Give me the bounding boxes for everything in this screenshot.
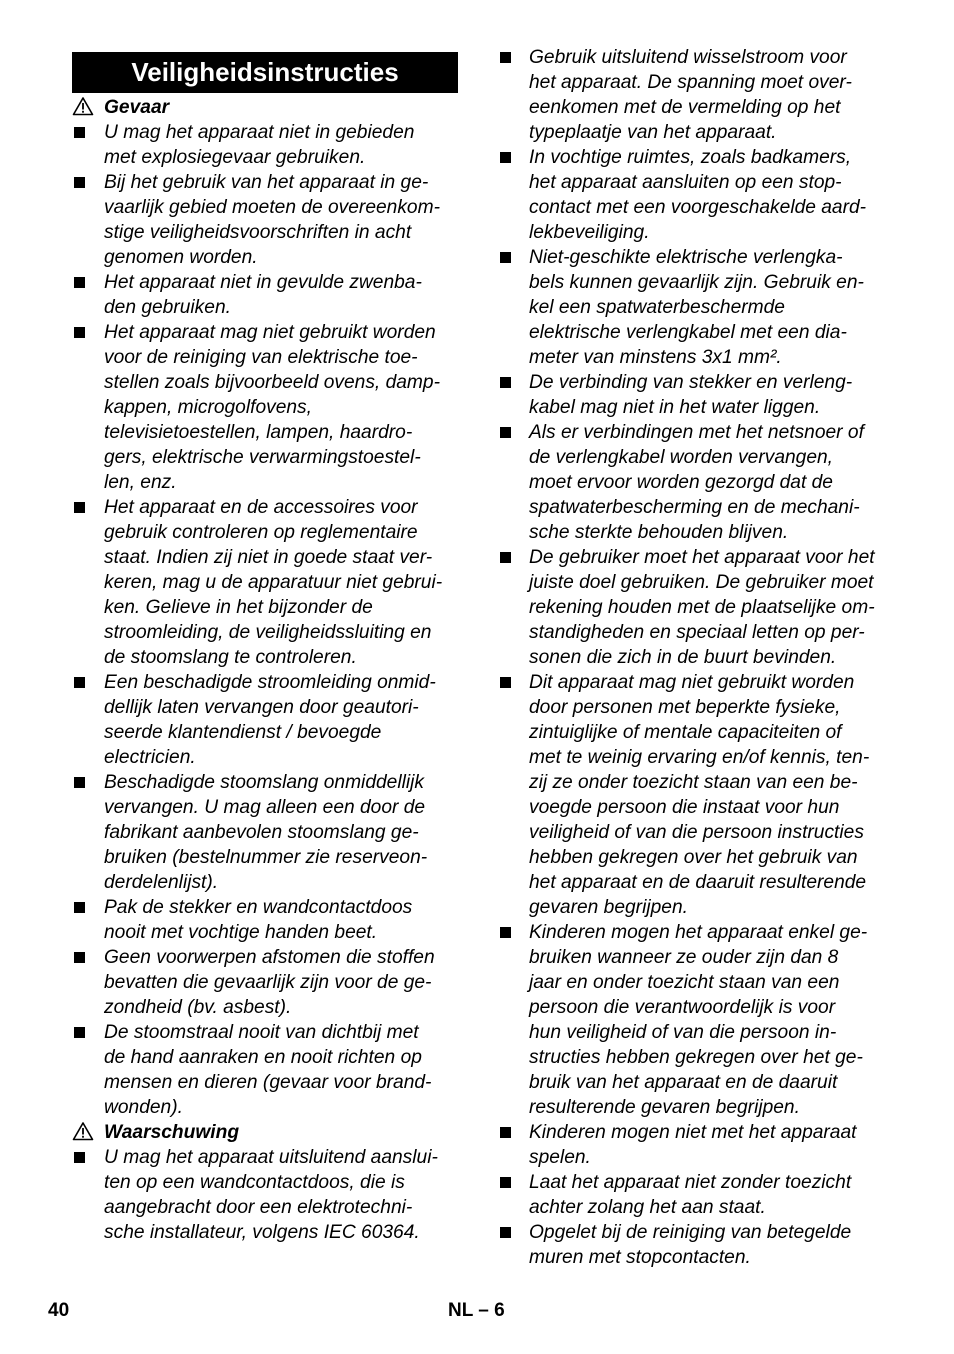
right-item-line: door personen met beperkte fysieke, (529, 697, 841, 718)
danger-item-line: seerde klantendienst / bevoegde (104, 722, 382, 743)
danger-bullet (74, 127, 85, 138)
right-bullet (500, 552, 511, 563)
right-bullet (500, 927, 511, 938)
danger-item-line: Pak de stekker en wandcontactdoos (104, 897, 413, 918)
right-item-line: meter van minstens 3x1 mm². (529, 347, 782, 368)
danger-item-line: Het apparaat niet in gevulde zwenba- (104, 272, 422, 293)
warning-triangle-icon (72, 1121, 94, 1141)
right-item-line: Kinderen mogen niet met het apparaat (529, 1122, 857, 1143)
danger-item-line: dellijk laten vervangen door geautori- (104, 697, 419, 718)
right-item-line: persoon die verantwoordelijk is voor (529, 997, 836, 1018)
page-number: 40 (48, 1300, 70, 1321)
danger-item-line: televisietoestellen, lampen, haardro- (104, 422, 413, 443)
danger-item-line: de hand aanraken en nooit richten op (104, 1047, 422, 1068)
right-bullet (500, 252, 511, 263)
danger-item-line: ken. Gelieve in het bijzonder de (104, 597, 373, 618)
danger-item-line: vaarlijk gebied moeten de overeenkom- (104, 197, 440, 218)
danger-item-line: kappen, microgolfovens, (104, 397, 312, 418)
right-bullet (500, 1227, 511, 1238)
danger-item-line: de stoomslang te controleren. (104, 647, 357, 668)
warning-label: Waarschuwing (104, 1122, 240, 1143)
danger-item-line: Het apparaat en de accessoires voor (104, 497, 418, 518)
right-item-line: Opgelet bij de reiniging van betegelde (529, 1222, 852, 1243)
warning-item-line: ten op een wandcontactdoos, die is (104, 1172, 405, 1193)
danger-label: Gevaar (104, 97, 170, 118)
danger-item-line: Het apparaat mag niet gebruikt worden (104, 322, 436, 343)
danger-item-line: electricien. (104, 747, 196, 768)
right-item-line: met te weinig ervaring en/of kennis, ten- (529, 747, 870, 768)
right-item-line: Kinderen mogen het apparaat enkel ge- (529, 922, 868, 943)
warning-item-line: sche installateur, volgens IEC 60364. (104, 1222, 420, 1243)
danger-item-line: derdelenlijst). (104, 872, 219, 893)
right-item-line: bruik van het apparaat en de daaruit (529, 1072, 838, 1093)
right-item-line: voegde persoon die instaat voor hun (529, 797, 840, 818)
danger-item-line: Beschadigde stoomslang onmiddellijk (104, 772, 424, 793)
right-item-line: zintuiglijke of mentale capaciteiten of (529, 722, 842, 743)
danger-bullet (74, 902, 85, 913)
right-item-line: bruiken wanneer ze ouder zijn dan 8 (529, 947, 839, 968)
right-bullet (500, 152, 511, 163)
right-item-line: kabel mag niet in het water liggen. (529, 397, 821, 418)
right-item-line: muren met stopcontacten. (529, 1247, 751, 1268)
right-item-line: moet ervoor worden gezorgd dat de (529, 472, 833, 493)
danger-bullet (74, 502, 85, 513)
danger-item-line: nooit met vochtige handen beet. (104, 922, 378, 943)
right-item-line: contact met een voorgeschakelde aard- (529, 197, 867, 218)
right-item-line: jaar en onder toezicht staan van een (529, 972, 840, 993)
right-item-line: achter zolang het aan staat. (529, 1197, 766, 1218)
danger-item-line: bevatten die gevaarlijk zijn voor de ge- (104, 972, 432, 993)
right-bullet (500, 377, 511, 388)
right-item-line: Als er verbindingen met het netsnoer of (529, 422, 864, 443)
right-item-line: resulterende gevaren begrijpen. (529, 1097, 800, 1118)
right-item-line: hebben gekregen over het gebruik van (529, 847, 858, 868)
right-item-line: Laat het apparaat niet zonder toezicht (529, 1172, 852, 1193)
right-item-line: spelen. (529, 1147, 591, 1168)
right-item-line: het apparaat. De spanning moet over- (529, 72, 852, 93)
danger-item-line: len, enz. (104, 472, 177, 493)
danger-item-line: genomen worden. (104, 247, 258, 268)
section-heading: Veiligheidsinstructies (72, 52, 458, 93)
danger-item-line: stige veiligheidsvoorschriften in acht (104, 222, 412, 243)
danger-item-line: gebruik controleren op reglementaire (104, 522, 418, 543)
right-item-line: spatwaterbescherming en de mechani- (529, 497, 860, 518)
danger-item-line: voor de reiniging van elektrische toe- (104, 347, 418, 368)
danger-item-line: mensen en dieren (gevaar voor brand- (104, 1072, 432, 1093)
right-item-line: Dit apparaat mag niet gebruikt worden (529, 672, 855, 693)
right-item-line: kel een spatwaterbeschermde (529, 297, 785, 318)
danger-item-line: Geen voorwerpen afstomen die stoffen (104, 947, 435, 968)
right-bullet (500, 1127, 511, 1138)
right-bullet (500, 52, 511, 63)
warning-item-line: U mag het apparaat uitsluitend aanslui- (104, 1147, 438, 1168)
right-bullet (500, 427, 511, 438)
danger-bullet (74, 327, 85, 338)
danger-bullet (74, 277, 85, 288)
right-item-line: bels kunnen gevaarlijk zijn. Gebruik en- (529, 272, 864, 293)
danger-item-line: met explosiegevaar gebruiken. (104, 147, 366, 168)
right-bullet (500, 677, 511, 688)
danger-item-line: U mag het apparaat niet in gebieden (104, 122, 415, 143)
right-item-line: zij ze onder toezicht staan van een be- (529, 772, 858, 793)
right-item-line: lekbeveiliging. (529, 222, 650, 243)
right-item-line: sonen die zich in de buurt bevinden. (529, 647, 837, 668)
warning-item-line: aangebracht door een elektrotechni- (104, 1197, 413, 1218)
right-item-line: hun veiligheid of van die persoon in- (529, 1022, 837, 1043)
right-item-line: Gebruik uitsluitend wisselstroom voor (529, 47, 847, 68)
danger-item-line: Een beschadigde stroomleiding onmid- (104, 672, 436, 693)
danger-item-line: staat. Indien zij niet in goede staat ver- (104, 547, 433, 568)
warning-triangle-icon (72, 96, 94, 116)
danger-item-line: fabrikant aanbevolen stoomslang ge- (104, 822, 419, 843)
right-item-line: Niet-geschikte elektrische verlengka- (529, 247, 843, 268)
danger-item-line: stroomleiding, de veiligheidssluiting en (104, 622, 432, 643)
danger-item-line: stellen zoals bijvoorbeeld ovens, damp- (104, 372, 440, 393)
right-item-line: rekening houden met de plaatselijke om- (529, 597, 875, 618)
danger-item-line: wonden). (104, 1097, 183, 1118)
warning-bullet (74, 1152, 85, 1163)
right-item-line: standigheden en speciaal letten op per- (529, 622, 865, 643)
danger-item-line: zondheid (bv. asbest). (104, 997, 292, 1018)
right-item-line: De gebruiker moet het apparaat voor het (529, 547, 875, 568)
right-item-line: De verbinding van stekker en verleng- (529, 372, 853, 393)
right-bullet (500, 1177, 511, 1188)
right-item-line: typeplaatje van het apparaat. (529, 122, 777, 143)
danger-item-line: De stoomstraal nooit van dichtbij met (104, 1022, 419, 1043)
danger-item-line: keren, mag u de apparatuur niet gebrui- (104, 572, 443, 593)
danger-item-line: vervangen. U mag alleen een door de (104, 797, 426, 818)
danger-bullet (74, 952, 85, 963)
right-item-line: gevaren begrijpen. (529, 897, 688, 918)
right-item-line: veiligheid of van die persoon instructies (529, 822, 864, 843)
right-item-line: structies hebben gekregen over het ge- (529, 1047, 863, 1068)
danger-bullet (74, 1027, 85, 1038)
section-label: NL – 6 (448, 1300, 505, 1321)
right-item-line: de verlengkabel worden vervangen, (529, 447, 834, 468)
right-item-line: juiste doel gebruiken. De gebruiker moet (529, 572, 874, 593)
danger-item-line: den gebruiken. (104, 297, 231, 318)
danger-item-line: gers, elektrische verwarmingstoestel- (104, 447, 421, 468)
right-item-line: sche sterkte behouden blijven. (529, 522, 789, 543)
right-item-line: In vochtige ruimtes, zoals badkamers, (529, 147, 852, 168)
danger-bullet (74, 777, 85, 788)
right-item-line: elektrische verlengkabel met een dia- (529, 322, 847, 343)
right-item-line: het apparaat aansluiten op een stop- (529, 172, 842, 193)
danger-bullet (74, 677, 85, 688)
right-item-line: het apparaat en de daaruit resulterende (529, 872, 867, 893)
danger-item-line: Bij het gebruik van het apparaat in ge- (104, 172, 429, 193)
danger-item-line: bruiken (bestelnummer zie reserveon- (104, 847, 428, 868)
danger-bullet (74, 177, 85, 188)
right-item-line: eenkomen met de vermelding op het (529, 97, 841, 118)
